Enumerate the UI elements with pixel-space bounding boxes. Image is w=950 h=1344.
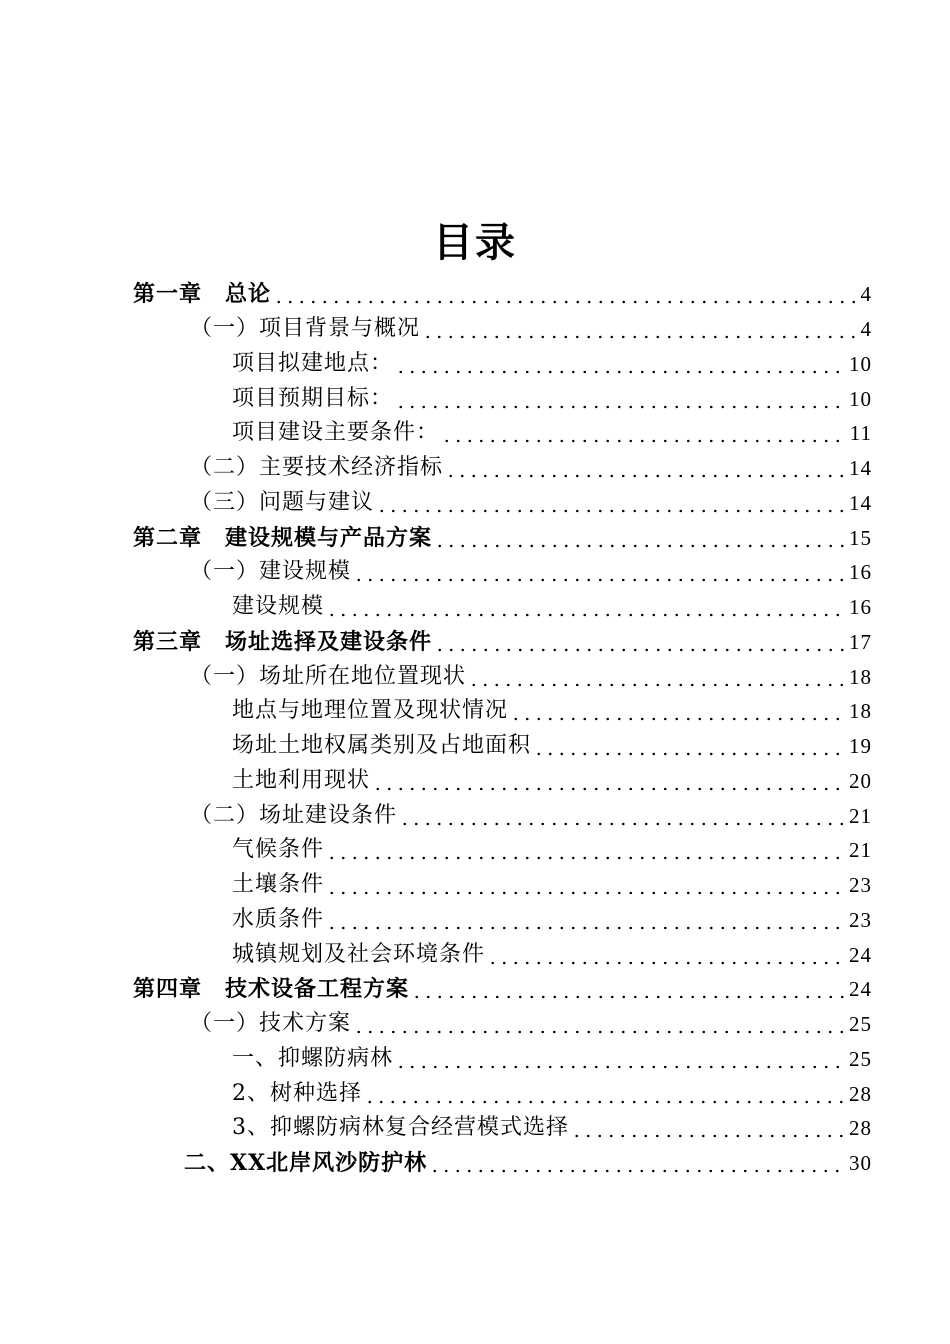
- toc-entry[interactable]: [0, 1007, 950, 1042]
- toc-entry[interactable]: [0, 1111, 950, 1146]
- toc-entry[interactable]: [0, 347, 950, 382]
- toc-page-number: 24: [849, 942, 872, 967]
- toc-page-number: 11: [849, 421, 872, 446]
- toc-entry-label: 第四章 技术设备工程方案: [133, 976, 410, 1003]
- toc-page-number: 18: [849, 664, 872, 689]
- dot-leader: [395, 1065, 845, 1069]
- toc-page-number: 19: [849, 734, 872, 759]
- toc-page-number: 15: [849, 525, 872, 550]
- toc-entry[interactable]: [0, 937, 950, 972]
- toc-page-number: 18: [849, 699, 872, 724]
- toc-entry-label: 第三章 场址选择及建设条件: [133, 628, 433, 655]
- toc-entry[interactable]: [0, 486, 950, 521]
- toc-entry[interactable]: [0, 868, 950, 903]
- dot-leader: [326, 613, 845, 617]
- toc-entry-label: 项目建设主要条件：: [232, 420, 440, 446]
- dot-leader: [326, 891, 845, 895]
- toc-entry[interactable]: [0, 625, 950, 660]
- toc-entry[interactable]: [0, 1146, 950, 1181]
- toc-entry[interactable]: [0, 1076, 950, 1111]
- toc-entry-label: 城镇规划及社会环境条件: [232, 941, 486, 967]
- toc-entry[interactable]: [0, 277, 950, 312]
- dot-leader: [395, 370, 845, 374]
- dot-leader: [571, 1134, 845, 1138]
- toc-entry-label: 场址土地权属类别及占地面积: [232, 733, 532, 759]
- toc-entry-label: （一）项目背景与概况: [190, 316, 421, 342]
- toc-page-number: 4: [860, 282, 872, 307]
- toc-entry[interactable]: [0, 729, 950, 764]
- dot-leader: [434, 648, 845, 652]
- toc-entry-label: 土壤条件: [232, 872, 325, 898]
- toc-entry[interactable]: [0, 520, 950, 555]
- toc-page-number: 28: [849, 1116, 872, 1141]
- toc-entry-label: （一）场址所在地位置现状: [190, 663, 467, 689]
- toc-entry-label: 地点与地理位置及现状情况: [232, 698, 509, 724]
- toc-entry-label: 建设规模: [232, 594, 325, 620]
- toc-page-number: 21: [849, 838, 872, 863]
- toc-entry[interactable]: [0, 416, 950, 451]
- toc-entry-label: 项目拟建地点：: [232, 350, 394, 376]
- toc-entry[interactable]: [0, 972, 950, 1007]
- toc-entry[interactable]: [0, 659, 950, 694]
- toc-page-number: 25: [849, 1046, 872, 1071]
- toc-page-number: 24: [849, 977, 872, 1002]
- toc-entry[interactable]: [0, 798, 950, 833]
- toc-entry-label: 2、树种选择: [232, 1080, 362, 1106]
- toc-entry-label: 一、抑螺防病林: [232, 1045, 394, 1071]
- toc-page-number: 23: [849, 873, 872, 898]
- toc-page-number: 21: [849, 803, 872, 828]
- toc-page-number: 4: [860, 317, 872, 342]
- table-of-contents: [0, 277, 950, 1181]
- toc-entry[interactable]: [0, 381, 950, 416]
- dot-leader: [441, 439, 846, 443]
- toc-page-number: 30: [849, 1151, 872, 1176]
- toc-entry[interactable]: [0, 764, 950, 799]
- toc-page-number: 28: [849, 1081, 872, 1106]
- dot-leader: [434, 544, 845, 548]
- toc-entry-label: 第一章 总论: [133, 281, 272, 308]
- dot-leader: [411, 995, 845, 999]
- toc-entry[interactable]: [0, 903, 950, 938]
- dot-leader: [364, 1100, 845, 1104]
- toc-page-number: 10: [849, 386, 872, 411]
- toc-entry[interactable]: [0, 1042, 950, 1077]
- toc-entry-label: （二）主要技术经济指标: [190, 455, 444, 481]
- dot-leader: [422, 335, 856, 339]
- dot-leader: [445, 474, 845, 478]
- toc-page-number: 10: [849, 351, 872, 376]
- toc-page-number: 23: [849, 907, 872, 932]
- dot-leader: [487, 961, 845, 965]
- toc-page-number: 20: [849, 768, 872, 793]
- dot-leader: [533, 752, 845, 756]
- toc-entry[interactable]: [0, 451, 950, 486]
- dot-leader: [372, 787, 845, 791]
- toc-entry-label: 第二章 建设规模与产品方案: [133, 524, 433, 551]
- toc-entry-label: 二、XX北岸风沙防护林: [184, 1150, 428, 1177]
- toc-page-number: 16: [849, 560, 872, 585]
- toc-entry[interactable]: [0, 590, 950, 625]
- dot-leader: [376, 509, 845, 513]
- toc-page-number: 16: [849, 595, 872, 620]
- toc-entry-label: 3、抑螺防病林复合经营模式选择: [232, 1115, 569, 1141]
- dot-leader: [510, 717, 845, 721]
- toc-entry-label: 项目预期目标：: [232, 385, 394, 411]
- toc-entry-label: （三）问题与建议: [190, 489, 375, 515]
- toc-entry-label: （一）建设规模: [190, 559, 352, 585]
- toc-entry-label: （一）技术方案: [190, 1011, 352, 1037]
- dot-leader: [273, 300, 856, 304]
- toc-entry[interactable]: [0, 312, 950, 347]
- dot-leader: [468, 683, 845, 687]
- toc-title: 目录: [433, 219, 517, 266]
- toc-entry-label: 水质条件: [232, 906, 325, 932]
- toc-entry[interactable]: [0, 833, 950, 868]
- toc-page-number: 17: [849, 629, 872, 654]
- dot-leader: [399, 822, 845, 826]
- dot-leader: [353, 578, 845, 582]
- toc-entry-label: 土地利用现状: [232, 767, 371, 793]
- toc-entry-label: 气候条件: [232, 837, 325, 863]
- dot-leader: [326, 926, 845, 930]
- dot-leader: [353, 1030, 845, 1034]
- dot-leader: [395, 405, 845, 409]
- toc-page-number: 14: [849, 456, 872, 481]
- toc-entry[interactable]: [0, 555, 950, 590]
- dot-leader: [326, 856, 845, 860]
- toc-entry-label: （二）场址建设条件: [190, 802, 398, 828]
- dot-leader: [429, 1169, 845, 1173]
- toc-entry[interactable]: [0, 694, 950, 729]
- toc-page-number: 25: [849, 1012, 872, 1037]
- toc-page-number: 14: [849, 490, 872, 515]
